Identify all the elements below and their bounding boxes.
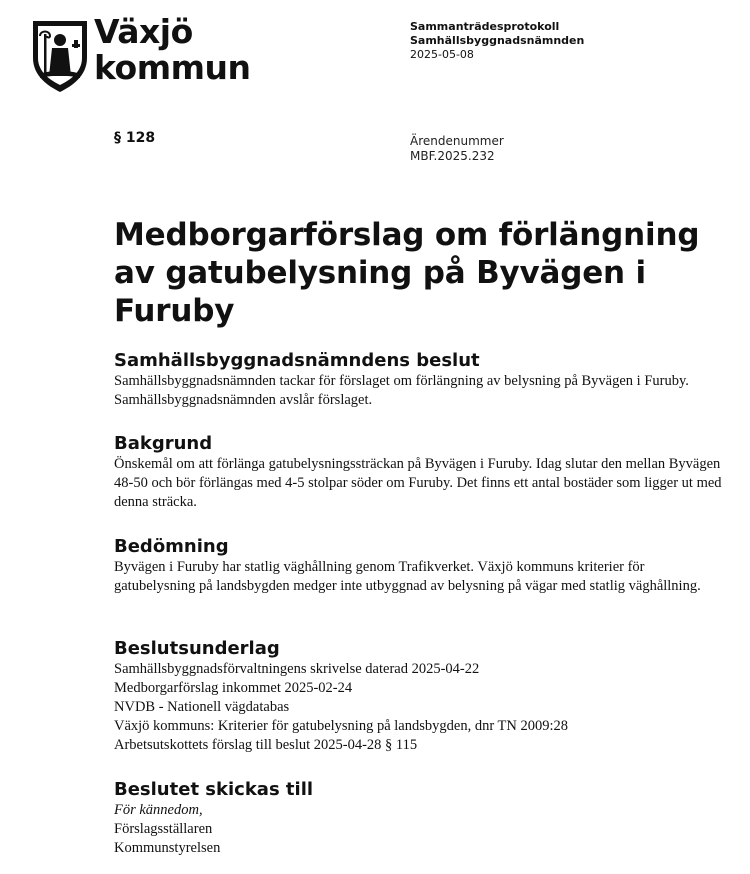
list-item: Samhällsbyggnadsförvaltningens skrivelse daterad 2025-04-22 (114, 661, 480, 677)
section-sent-to (114, 779, 724, 858)
section-heading-sent-to: Beslutet skickas till (114, 779, 314, 800)
case-number-value: MBF.2025.232 (410, 149, 495, 163)
case-number-block (410, 134, 504, 164)
section-text-decision: Samhällsbyggnadsnämnden tackar för förslaget om förlängning av belysning på Byvägen i Furuby. Samhällsbyggnadsnämnden avslår förslaget. (114, 373, 689, 408)
section-text-background: Önskemål om att förlänga gatubelysningssträckan på Byvägen i Furuby. Idag slutar den mellan Byvägen 48-50 och bör förlängas med 4-5 stolpar söder om Furuby. Det finns ett antal bostäder som ligger ut med denna sträcka. (114, 456, 722, 510)
recipient-item: Kommunstyrelsen (114, 840, 221, 856)
list-item: Arbetsutskottets förslag till beslut 2025-04-28 § 115 (114, 737, 418, 753)
logo-text-kommun: kommun (94, 48, 251, 87)
logo-wordmark (94, 14, 251, 86)
page-title: Medborgarförslag om förlängning av gatubelysning på Byvägen i Furuby (114, 217, 700, 329)
section-background (114, 433, 724, 512)
vaxjo-coat-of-arms-icon (30, 18, 90, 94)
section-assessment (114, 536, 724, 596)
board-name: Samhällsbyggnadsnämnden (410, 34, 585, 47)
section-basis (114, 638, 724, 755)
section-decision (114, 350, 724, 410)
section-heading-basis: Beslutsunderlag (114, 638, 280, 659)
case-number-label: Ärendenummer (410, 134, 504, 148)
list-item: NVDB - Nationell vägdatabas (114, 699, 290, 715)
recipient-item: Förslagsställaren (114, 821, 213, 837)
document-type: Sammanträdesprotokoll (410, 20, 560, 33)
meeting-date: 2025-05-08 (410, 48, 474, 61)
section-heading-background: Bakgrund (114, 433, 213, 454)
sent-to-intro: För kännedom, (114, 802, 203, 818)
section-heading-decision: Samhällsbyggnadsnämndens beslut (114, 350, 480, 371)
logo-text-vaxjo: Växjö (94, 12, 193, 51)
section-heading-assessment: Bedömning (114, 536, 229, 557)
list-item: Medborgarförslag inkommet 2025-02-24 (114, 680, 353, 696)
document-header-meta (410, 20, 584, 62)
section-text-assessment: Byvägen i Furuby har statlig väghållning genom Trafikverket. Växjö kommuns kriterier för gatubelysning på landsbygden medger inte utbyggnad av belysning på vägar med statlig väghållning. (114, 559, 701, 594)
list-item: Växjö kommuns: Kriterier för gatubelysning på landsbygden, dnr TN 2009:28 (114, 718, 568, 734)
paragraph-number: § 128 (114, 130, 156, 146)
